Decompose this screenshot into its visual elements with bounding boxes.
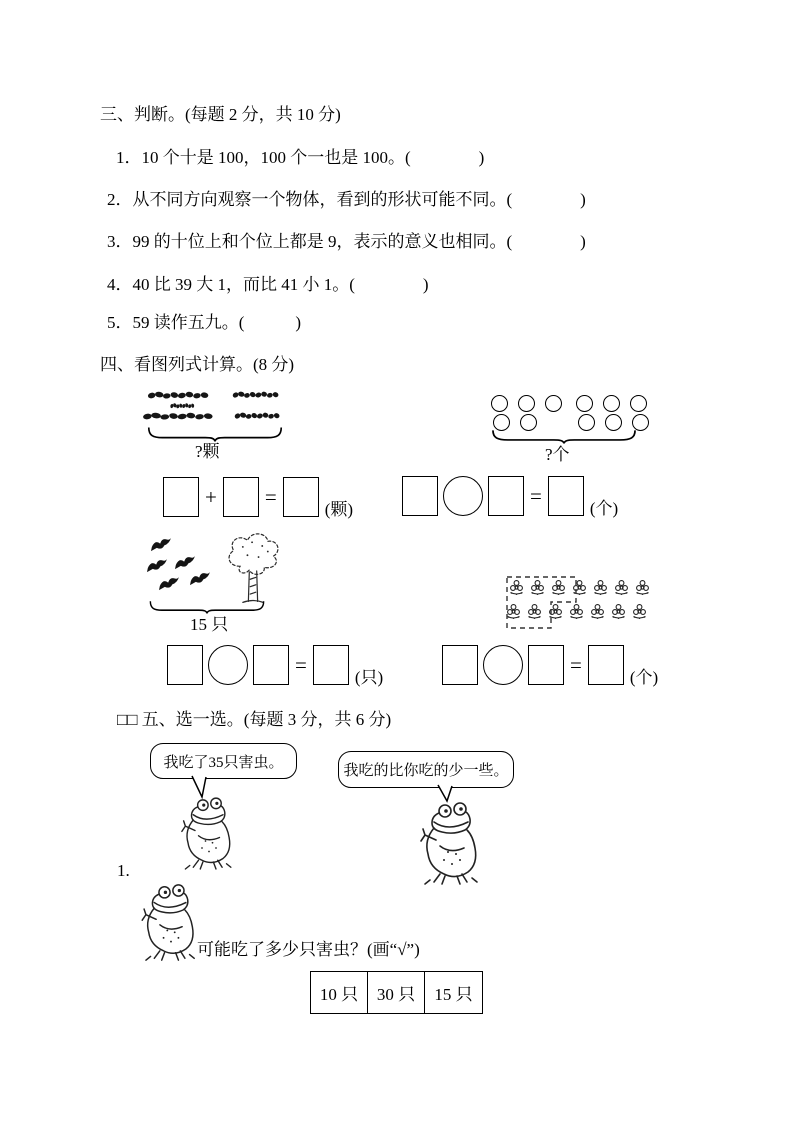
swallow-icon (150, 537, 172, 552)
pinecone-icon (592, 579, 609, 596)
judgment-item-1: 1．10 个十是 100，100 个一也是 100。( ) (116, 148, 485, 167)
judgment-item-2: 2．从不同方向观察一个物体，看到的形状可能不同。( ) (107, 190, 586, 209)
answer-box[interactable] (488, 476, 524, 516)
equals-sign: = (530, 483, 542, 508)
unit-label: (颗) (324, 500, 354, 519)
seed-cluster-icon (142, 411, 218, 422)
unit-label: (个) (589, 499, 619, 518)
equation-seeds (163, 477, 353, 517)
unit-label: (个) (629, 668, 659, 687)
pinecone-icon (610, 603, 627, 620)
answer-box[interactable] (313, 645, 349, 685)
seed-cluster-icon (147, 390, 213, 401)
equals-sign: = (570, 652, 582, 677)
circle-group-left-top (491, 395, 562, 412)
equals-sign: = (295, 652, 307, 677)
counter-circle-icon (603, 395, 620, 412)
frog-icon (420, 802, 484, 886)
swallow-icon (174, 555, 196, 570)
plus-sign: + (205, 484, 217, 509)
answer-box[interactable] (163, 477, 199, 517)
judgment-item-5: 5．59 读作五九。( ) (107, 313, 302, 332)
seed-cluster-icon (170, 402, 196, 410)
pinecone-icon (589, 603, 606, 620)
question1-number: 1. (117, 861, 130, 880)
speech-bubble-left (150, 743, 297, 779)
seed-cluster-icon (232, 390, 282, 400)
answer-box[interactable] (253, 645, 289, 685)
equation-birds (167, 645, 383, 685)
counter-circle-icon (491, 395, 508, 412)
pinecone-icon (631, 603, 648, 620)
swallow-icon (189, 571, 211, 586)
equation-circles (402, 476, 618, 516)
circle-group-right-top (576, 395, 647, 412)
circles-count-label: ?个 (545, 445, 570, 464)
counter-circle-icon (630, 395, 647, 412)
section5-heading (117, 709, 391, 731)
speech-bubble-right (338, 751, 514, 788)
choice-table (310, 971, 483, 1014)
judgment-item-4: 4．40 比 39 大 1，而比 41 小 1。( ) (107, 275, 429, 294)
equation-items (442, 645, 658, 685)
birds-count-label: 15 只 (190, 615, 229, 634)
answer-box[interactable] (402, 476, 438, 516)
counter-circle-icon (518, 395, 535, 412)
answer-box[interactable] (442, 645, 478, 685)
answer-box[interactable] (528, 645, 564, 685)
frog-icon (181, 796, 237, 872)
frog-icon (140, 884, 202, 962)
equals-sign: = (264, 484, 277, 509)
section4-heading: 四、看图列式计算。(8 分) (100, 355, 295, 374)
bubble-right-text: 我吃的比你吃的少一些。 (343, 763, 509, 779)
underbrace-icon (490, 429, 638, 444)
section3-heading: 三、判断。(每题 2 分，共 10 分) (100, 105, 341, 124)
dashed-selection-box (500, 574, 590, 634)
pinecone-icon (634, 579, 651, 596)
seeds-count-label: ?颗 (195, 442, 220, 461)
tofu-boxes: □□ (117, 710, 142, 729)
choice-cell[interactable]: 15 只 (434, 985, 473, 1004)
question1-text: 可能吃了多少只害虫？(画“√”) (197, 940, 420, 959)
underbrace-icon (148, 600, 266, 614)
swallow-icon (158, 576, 180, 591)
choice-cell[interactable]: 10 只 (311, 972, 368, 1013)
operator-circle[interactable] (483, 645, 523, 685)
judgment-item-3: 3．99 的十位上和个位上都是 9，表示的意义也相同。( ) (107, 232, 586, 251)
swallow-icon (146, 558, 168, 573)
choice-cell[interactable]: 30 只 (368, 972, 425, 1013)
answer-box[interactable] (588, 645, 624, 685)
bubble-left-text: 我吃了35只害虫。 (163, 754, 284, 771)
answer-box[interactable] (548, 476, 584, 516)
operator-circle[interactable] (443, 476, 483, 516)
underbrace-icon (146, 426, 284, 442)
section5-heading-text: 五、选一选。(每题 3 分，共 6 分) (141, 710, 392, 729)
answer-box[interactable] (223, 477, 259, 517)
unit-label: (只) (354, 668, 384, 687)
counter-circle-icon (545, 395, 562, 412)
answer-box[interactable] (167, 645, 203, 685)
pinecone-icon (613, 579, 630, 596)
counter-circle-icon (576, 395, 593, 412)
answer-box[interactable] (283, 477, 319, 517)
operator-circle[interactable] (208, 645, 248, 685)
seed-cluster-icon (234, 411, 283, 421)
tree-icon (224, 533, 282, 607)
